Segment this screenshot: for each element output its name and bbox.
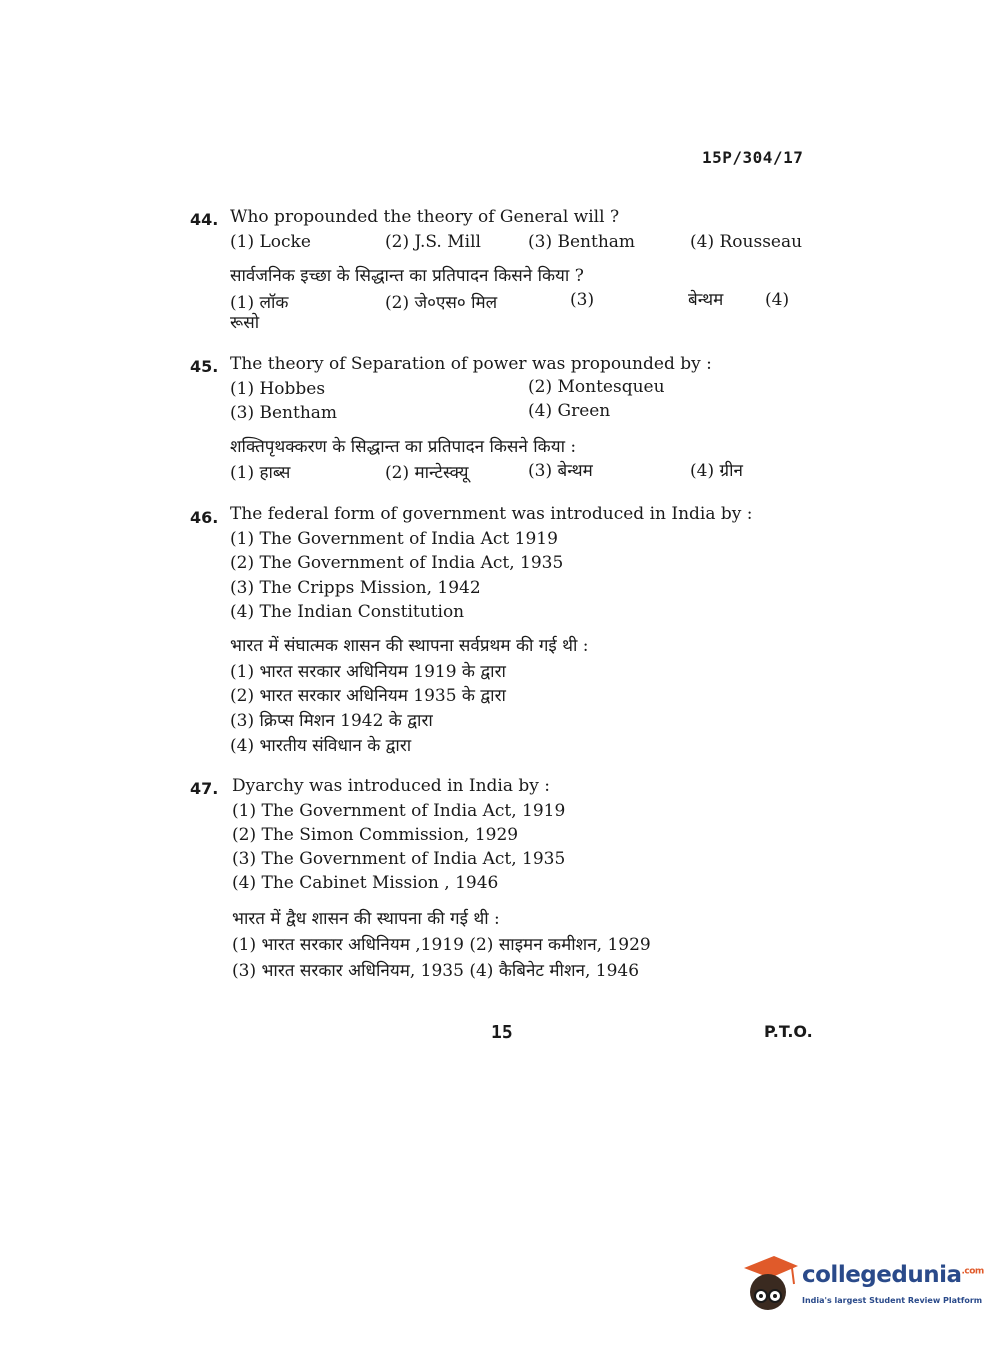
- brand-tagline: India's largest Student Review Platform: [802, 1296, 983, 1305]
- question-text-hindi: सार्वजनिक इच्छा के सिद्धान्त का प्रतिपादन किसने किया ?: [230, 266, 584, 286]
- option: (3) Bentham: [528, 232, 636, 252]
- option: (4) The Cabinet Mission , 1946: [232, 873, 499, 893]
- question-text: Dyarchy was introduced in India by :: [232, 776, 550, 796]
- option: (3) The Government of India Act, 1935: [232, 849, 566, 869]
- option-hindi: (1) हाब्स: [230, 463, 291, 483]
- question-number: 46.: [190, 508, 219, 527]
- page-number: 15: [491, 1022, 513, 1043]
- question-number: 44.: [190, 210, 219, 229]
- option-hindi: (3) क्रिप्स मिशन 1942 के द्वारा: [230, 711, 433, 731]
- option-hindi: बेन्थम: [688, 290, 724, 310]
- brand-name: collegedunia$^{.com}$: [802, 1262, 984, 1288]
- paper-code: 15P/304/17: [702, 148, 804, 167]
- mascot-icon: [740, 1248, 800, 1320]
- option: (2) The Simon Commission, 1929: [232, 825, 519, 845]
- question-text-hindi: शक्तिपृथक्करण के सिद्धान्त का प्रतिपादन किसने किया :: [230, 437, 577, 457]
- option: (2) J.S. Mill: [385, 232, 481, 252]
- question-text: The theory of Separation of power was propounded by :: [230, 354, 712, 374]
- option-hindi: (4) ग्रीन: [690, 461, 743, 481]
- option: (3) The Cripps Mission, 1942: [230, 578, 481, 598]
- option: (4) The Indian Constitution: [230, 602, 465, 622]
- question-number: 45.: [190, 357, 219, 376]
- option-hindi: (2) मान्टेस्क्यू: [385, 463, 469, 483]
- option: (1) Locke: [230, 232, 311, 252]
- option: (1) Hobbes: [230, 379, 326, 399]
- question-text: The federal form of government was introduced in India by :: [230, 504, 753, 524]
- option-hindi: (1) भारत सरकार अधिनियम ,1919 (2) साइमन कमीशन, 1929: [232, 935, 651, 955]
- option-hindi: (4) भारतीय संविधान के द्वारा: [230, 736, 412, 756]
- option-hindi: (3): [570, 290, 595, 310]
- option: (4) Rousseau: [690, 232, 803, 252]
- option-hindi: (3) भारत सरकार अधिनियम, 1935 (4) कैबिनेट मीशन, 1946: [232, 961, 640, 981]
- option-hindi: रूसो: [230, 313, 260, 333]
- pto-label: P.T.O.: [764, 1022, 813, 1041]
- option-hindi: (4): [765, 290, 790, 310]
- option: (2) The Government of India Act, 1935: [230, 553, 564, 573]
- option-hindi: (3) बेन्थम: [528, 461, 593, 481]
- option: (2) Montesqueu: [528, 377, 665, 397]
- option: (1) The Government of India Act 1919: [230, 529, 558, 549]
- option: (1) The Government of India Act, 1919: [232, 801, 566, 821]
- collegedunia-logo: [740, 1248, 984, 1320]
- option-hindi: (2) भारत सरकार अधिनियम 1935 के द्वारा: [230, 686, 506, 706]
- question-text-hindi: भारत में द्वैध शासन की स्थापना की गई थी :: [232, 909, 500, 929]
- question-number: 47.: [190, 779, 219, 798]
- option-hindi: (1) लॉक: [230, 293, 289, 313]
- option: (3) Bentham: [230, 403, 338, 423]
- option: (4) Green: [528, 401, 611, 421]
- option-hindi: (2) जे०एस० मिल: [385, 293, 498, 313]
- question-text: Who propounded the theory of General will ?: [230, 207, 620, 227]
- option-hindi: (1) भारत सरकार अधिनियम 1919 के द्वारा: [230, 662, 506, 682]
- question-text-hindi: भारत में संघात्मक शासन की स्थापना सर्वप्रथम की गई थी :: [230, 636, 589, 656]
